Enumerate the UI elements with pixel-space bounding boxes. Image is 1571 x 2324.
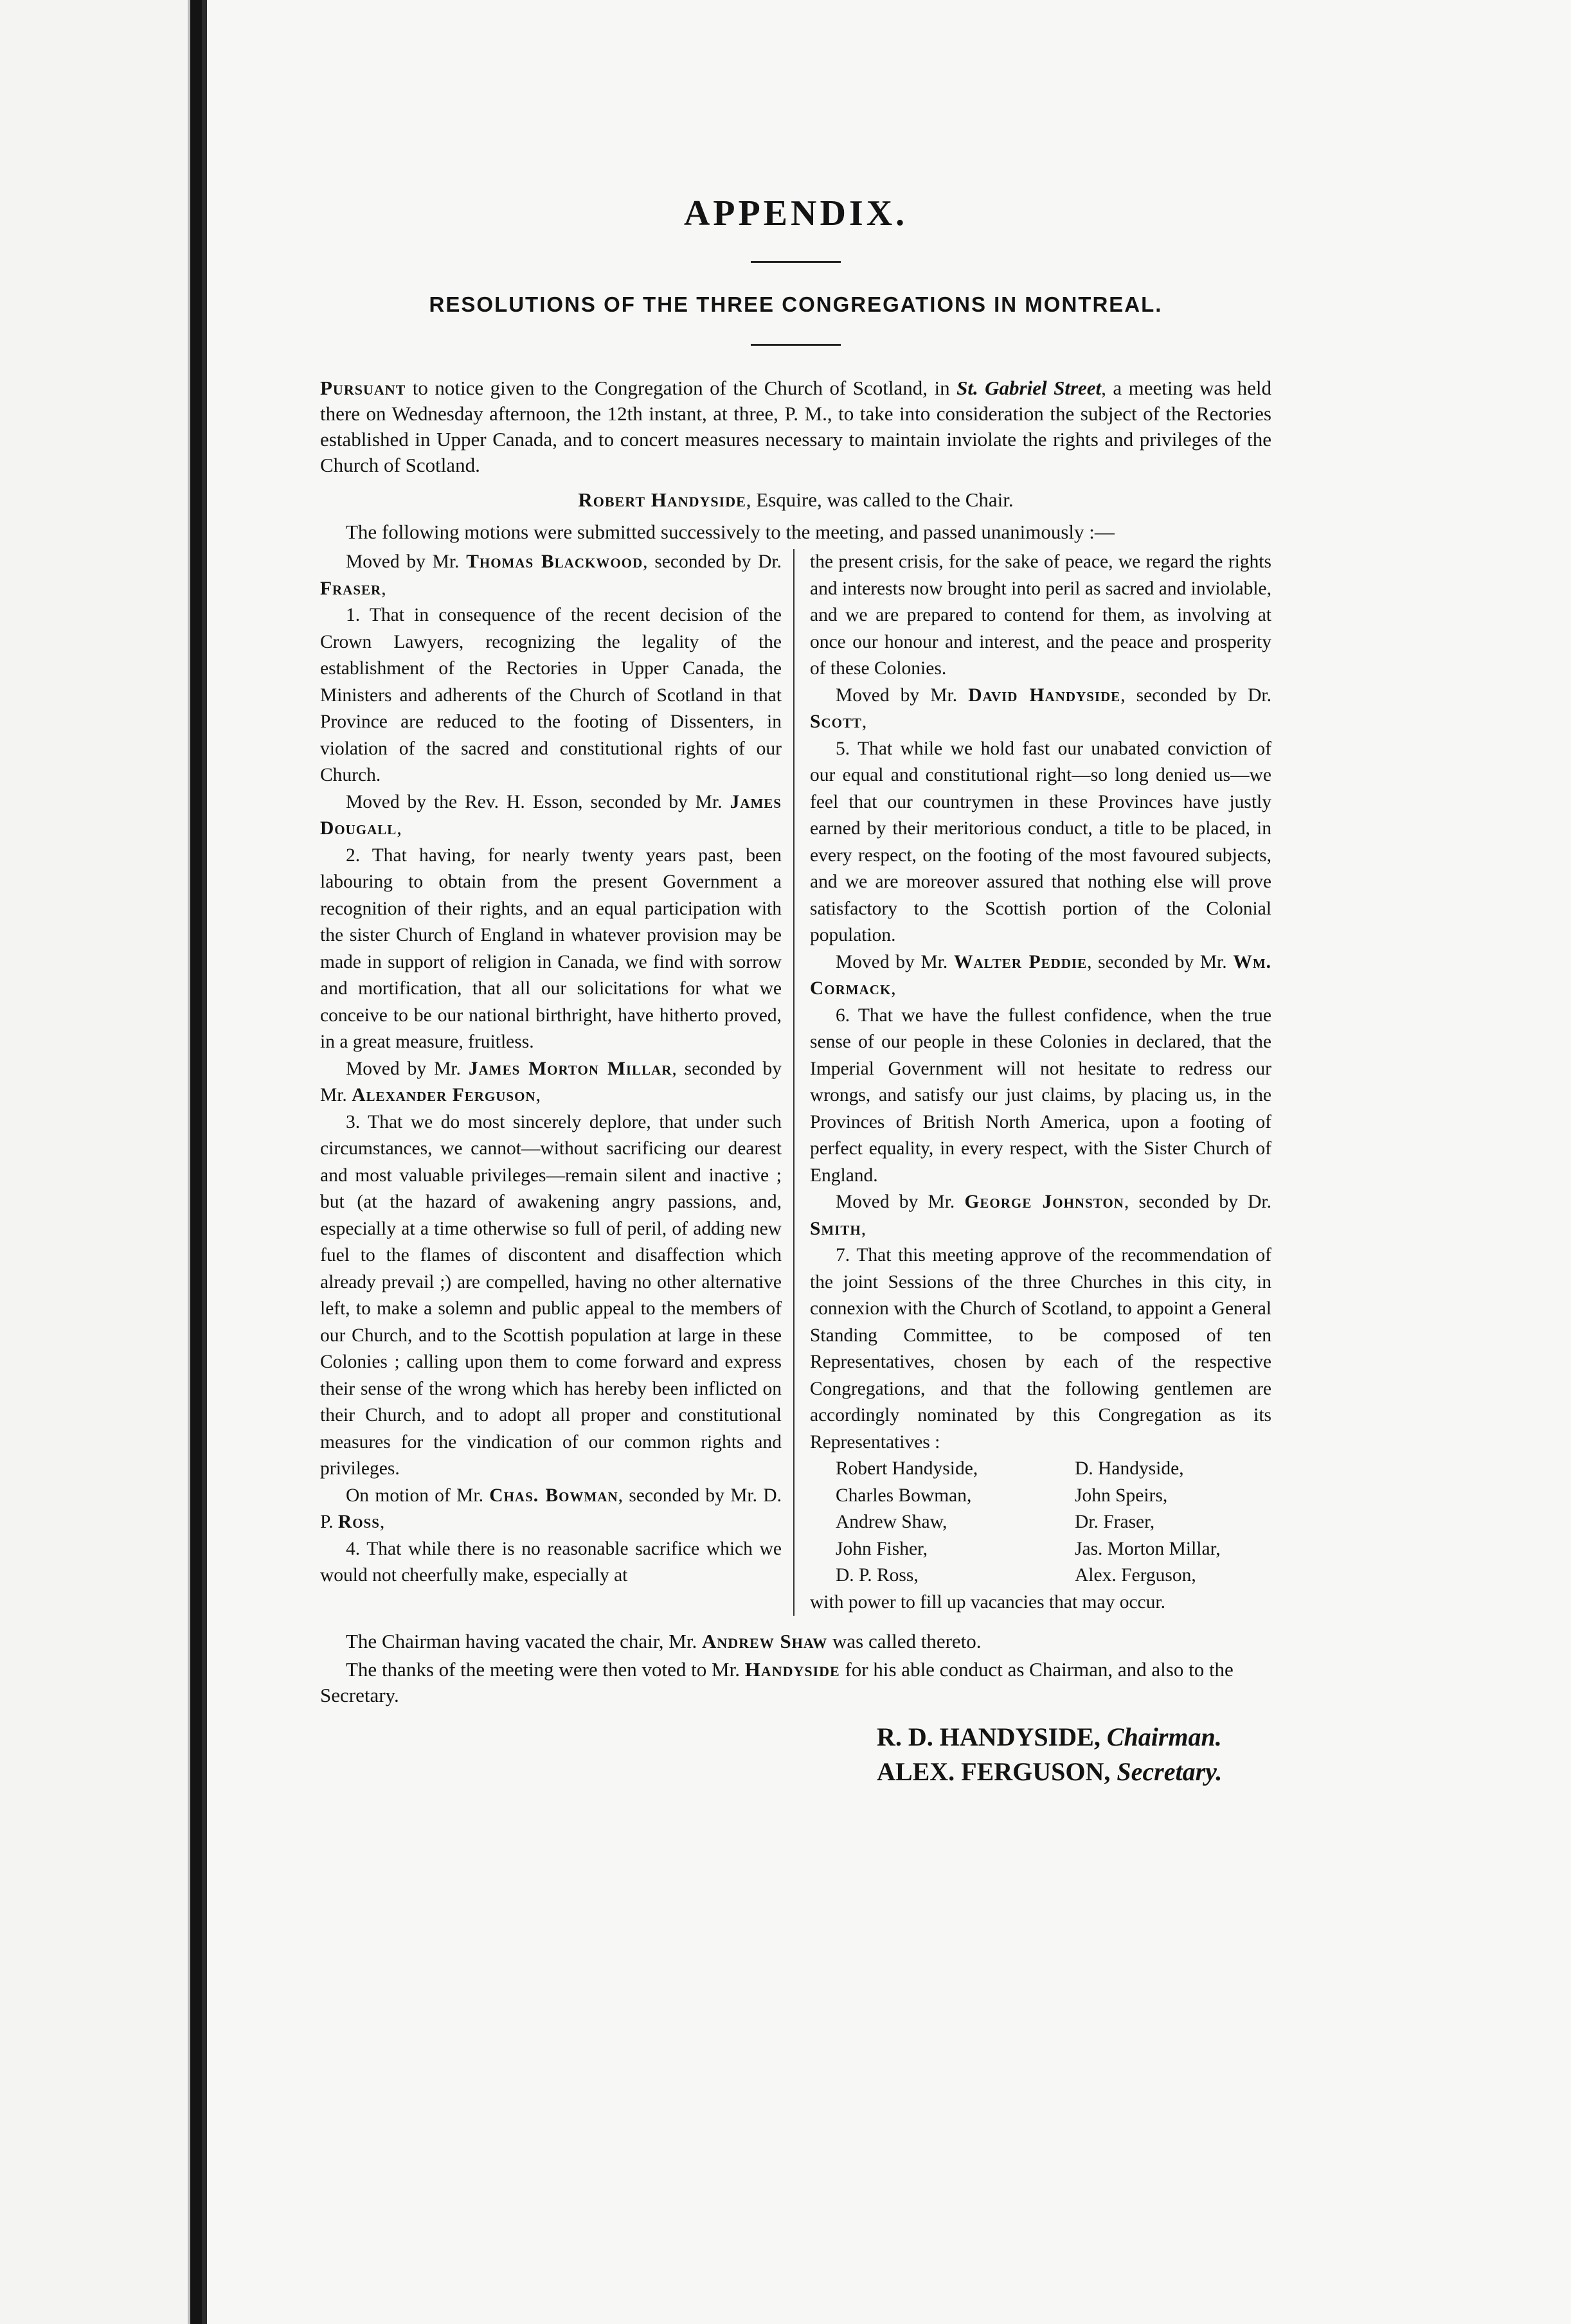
mover-name: James Morton Millar	[468, 1058, 672, 1079]
thanked-name: Handyside	[744, 1658, 840, 1681]
resolution-1: 1. That in consequence of the recent decision of the Crown Lawyers, recognizing the legality of the establishment of the Rectories in Upper Canada, the Ministers and adherents of the Church of Scotland in that Province are reduced to the footing of Dissenters, in violation of the sacred and constitutional rights of our Church.	[320, 605, 782, 785]
title-rule	[751, 261, 841, 263]
motion-text: On motion of Mr.	[346, 1485, 490, 1506]
subtitle-rule	[751, 344, 841, 346]
resolution-4-start: 4. That while there is no reasonable sacrifice which we would not cheerfully make, especially at	[320, 1538, 782, 1586]
motion-text: Moved by Mr.	[836, 684, 969, 706]
motion-text: ,	[861, 1218, 866, 1239]
signatory-role: Chairman.	[1106, 1722, 1222, 1751]
motion-text: Moved by Mr.	[346, 551, 467, 572]
signature-secretary	[877, 1755, 1271, 1789]
motion-text: ,	[861, 711, 867, 732]
motion-3	[320, 1056, 782, 1109]
motion-2	[320, 789, 782, 843]
page-gutter	[190, 0, 202, 2324]
motion-text: , seconded by Mr.	[1087, 951, 1234, 972]
right-column	[810, 549, 1271, 1616]
resolution-2: 2. That having, for nearly twenty years past, been labouring to obtain from the present Government a recognition of their rights, and an equal participation with the sister Church of England in whatever provision may be made in support of religion in Canada, we find with sorrow and mortification, that all our solicitations for what we conceive to be our national birthright, have hitherto proved, in a great measure, fruitless.	[320, 845, 782, 1052]
resolution-5: 5. That while we hold fast our unabated conviction of our equal and constitutional right—so long denied us—we feel that our countrymen in these Provinces have justly earned by their meritorious conduct, a title to be placed, in every respect, on the footing of the most favoured subjects, and we are moreover assured that nothing else will prove satisfactory to the Scottish portion of the Colonial population.	[810, 738, 1271, 945]
page-title: APPENDIX.	[683, 193, 908, 233]
motion-text: , seconded by Dr.	[1124, 1192, 1271, 1212]
seconder-name: Scott	[810, 711, 862, 732]
representative-name: Robert Handyside,	[836, 1458, 978, 1479]
resolution-6: 6. That we have the fullest confidence, when the true sense of our people in these Colonies in declared, that the Imperial Government will not hesitate to redress our wrongs, and satisfy our just claims, by placing us, in the Provinces of British North America, upon a footing of perfect equality, in every respect, with the Sister Church of England.	[810, 1005, 1271, 1186]
motion-text: , seconded by Mr.	[320, 1058, 782, 1105]
resolution-3: 3. That we do most sincerely deplore, that under such circumstances, we cannot—without sacrificing our dearest and most valuable privileges—remain silent and inactive ; but (at the hazard of awakening angry passions, and, especially at a time otherwise so full of peril, of adding new fuel to the flames of discontent and disaffection which already prevail ;) are compelled, having no other alternative left, to make a solemn and public appeal to the members of our Church, and to the Scottish population at large in these Colonies ; calling upon them to come forward and express their sense of the wrong which has hereby been inflicted on their Church, and to adopt all proper and constitutional measures for the vindication of our common rights and privileges.	[320, 1111, 782, 1479]
motion-text: ,	[379, 1512, 385, 1532]
motion-6	[810, 949, 1271, 1003]
representative-name: D. P. Ross,	[836, 1565, 919, 1586]
representatives-list	[836, 1456, 1271, 1589]
left-column	[320, 549, 782, 1616]
motion-text: ,	[397, 818, 402, 839]
chair-name: Robert Handyside	[578, 488, 746, 511]
page-edge	[202, 0, 207, 2324]
closing-text: The Chairman having vacated the chair, Mr.	[346, 1630, 702, 1652]
resolution-7-end: with power to fill up vacancies that may occur.	[810, 1591, 1165, 1613]
representative-name: John Speirs,	[1075, 1485, 1168, 1506]
motion-text: ,	[535, 1085, 541, 1105]
new-chair-name: Andrew Shaw	[701, 1630, 828, 1652]
closing-line-2	[320, 1657, 1271, 1708]
motion-1	[320, 549, 782, 602]
representative-name: John Fisher,	[836, 1538, 928, 1559]
seconder-name: Smith	[810, 1218, 861, 1239]
representative-name: Andrew Shaw,	[836, 1512, 947, 1532]
page-subtitle: RESOLUTIONS OF THE THREE CONGREGATIONS IN MONTREAL.	[429, 292, 1163, 316]
resolution-7: 7. That this meeting approve of the recommendation of the joint Sessions of the three Churches in this city, in connexion with the Church of Scotland, to appoint a General Standing Committee, to be composed of ten Representatives, chosen by each of the respective Congregations, and that the following gentlemen are accordingly nominated by this Congregation as its Representatives :	[810, 1245, 1271, 1452]
seconder-name: Ross	[337, 1512, 380, 1532]
intro-paragraph	[320, 375, 1271, 478]
adjacent-page-strip	[0, 0, 190, 2324]
motion-text: Moved by Mr.	[836, 1192, 965, 1212]
closing-text: The thanks of the meeting were then voted to Mr.	[346, 1658, 745, 1681]
seconder-name: Alexander Ferguson	[352, 1085, 536, 1105]
representative-name: Alex. Ferguson,	[1075, 1565, 1196, 1586]
street-name: St. Gabriel Street	[956, 377, 1102, 399]
motion-text: Moved by Mr.	[836, 951, 954, 972]
closing-line-1	[320, 1629, 1271, 1654]
mover-name: David Handyside	[968, 684, 1121, 706]
column-divider	[793, 549, 794, 1616]
motion-text: , seconded by Dr.	[1120, 684, 1271, 706]
closing-text: for his able conduct as Chairman, and also to the Secretary.	[320, 1658, 1234, 1706]
seconder-name: Fraser	[320, 578, 382, 599]
representative-name: Jas. Morton Millar,	[1075, 1538, 1221, 1559]
motion-7	[810, 1189, 1271, 1242]
resolution-4-end: the present crisis, for the sake of peace, we regard the rights and interests now brought into peril as sacred and inviolable, and we are prepared to contend for them, as involving at once our honour and interest, and the peace and prosperity of these Colonies.	[810, 551, 1271, 679]
representative-name: Charles Bowman,	[836, 1485, 972, 1506]
motion-text: ,	[891, 978, 896, 999]
resolution-columns	[320, 549, 1271, 1616]
representative-name: Dr. Fraser,	[1075, 1512, 1155, 1532]
closing-section	[320, 1629, 1271, 1708]
motion-text: , seconded by Dr.	[643, 551, 782, 572]
intro-text-1: to notice given to the Congregation of the Church of Scotland, in	[406, 377, 957, 399]
signatory-role: Secretary.	[1117, 1757, 1223, 1786]
signatures	[877, 1720, 1271, 1789]
mover-name: Chas. Bowman	[489, 1485, 618, 1506]
representative-name: D. Handyside,	[1075, 1458, 1184, 1479]
intro-text-2: , a meeting was held there on Wednesday afternoon, the 12th instant, at three, P. M., to take into consideration the subject of the Rectories established in Upper Canada, and to concert measures necessary to maintain inviolate the rights and privileges of the Church of Scotland.	[320, 377, 1271, 476]
signature-chairman	[877, 1720, 1271, 1755]
motion-text: ,	[381, 578, 386, 599]
motion-5	[810, 683, 1271, 736]
seconder-name: James Dougall	[320, 791, 782, 839]
signatory-name: R. D. HANDYSIDE,	[877, 1722, 1107, 1751]
mover-name: Thomas Blackwood	[466, 551, 643, 572]
intro-lead: Pursuant	[320, 377, 406, 399]
motion-text: Moved by the Rev. H. Esson, seconded by Mr.	[346, 791, 730, 812]
following-line: The following motions were submitted successively to the meeting, and passed unanimously :—	[346, 521, 1115, 543]
motion-4	[320, 1483, 782, 1536]
motion-text: Moved by Mr.	[346, 1058, 469, 1079]
closing-text: was called thereto.	[827, 1630, 982, 1652]
signatory-name: ALEX. FERGUSON,	[877, 1757, 1117, 1786]
mover-name: Walter Peddie	[953, 951, 1088, 972]
mover-name: George Johnston	[964, 1192, 1124, 1212]
seconder-name: Wm. Cormack	[810, 951, 1272, 999]
page-content	[320, 193, 1271, 1789]
document-page	[202, 0, 1571, 2324]
motion-text: , seconded by Mr. D. P.	[320, 1485, 782, 1532]
chair-rest: , Esquire, was called to the Chair.	[746, 488, 1014, 511]
chair-line	[320, 488, 1271, 512]
